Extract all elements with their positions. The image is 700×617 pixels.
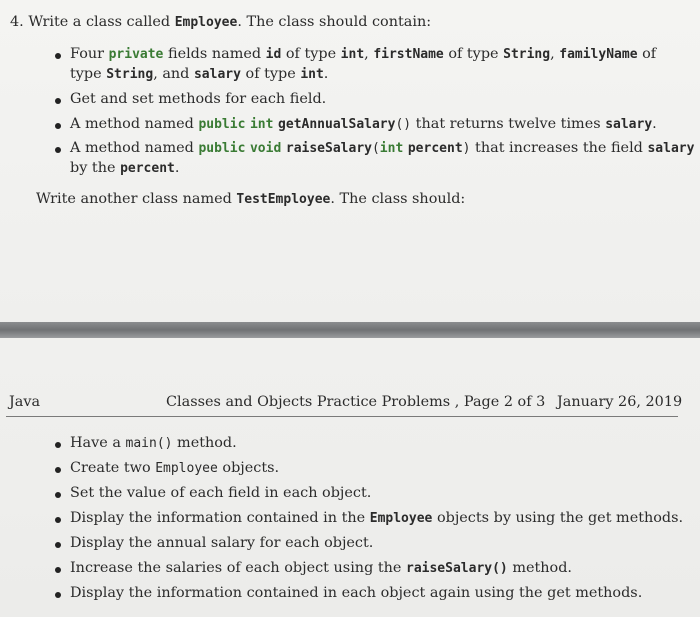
text: Write another class named (36, 191, 237, 207)
code-int: int (340, 47, 365, 62)
code-raisesalary: raiseSalary() (406, 561, 508, 576)
requirement-annual-salary (70, 114, 657, 135)
code-salary: salary (605, 117, 653, 132)
text: by the (70, 160, 121, 176)
text: of type (240, 66, 301, 82)
code-firstname: firstName (373, 47, 444, 62)
text: A method named (70, 140, 199, 156)
text: of (637, 46, 657, 62)
task-main-method (70, 433, 237, 454)
code-raisesalary: raiseSalary (285, 141, 372, 156)
text: objects by using the get methods. (432, 510, 684, 526)
keyword-public: public (198, 141, 246, 156)
class-name-testemployee: TestEmployee (236, 192, 331, 207)
code: ) (462, 141, 471, 156)
text: Increase the salaries of each object using the (70, 560, 406, 576)
code-int: int (300, 67, 324, 82)
bullet-icon (55, 53, 61, 59)
bullet-icon (55, 442, 61, 448)
keyword-public: public (198, 117, 246, 132)
text: objects. (217, 460, 280, 476)
text: method. (507, 560, 572, 576)
intro-text-end: . The class should contain: (237, 14, 432, 30)
bullet-icon (55, 542, 61, 548)
text: method. (172, 435, 237, 451)
code: ( (371, 141, 380, 156)
page-separator (0, 322, 700, 338)
text: of type (281, 46, 341, 62)
code-salary: salary (647, 141, 695, 156)
code-percent: percent (120, 161, 175, 176)
bullet-icon (55, 98, 61, 104)
bullet-icon (55, 592, 61, 598)
header-rule (6, 416, 678, 417)
code-string: String (503, 47, 551, 62)
bullet-icon (55, 567, 61, 573)
code: () (395, 117, 412, 132)
code-percent: percent (407, 141, 463, 156)
task-display-info (70, 508, 683, 529)
bullet-icon (55, 517, 61, 523)
text: , (364, 46, 374, 62)
code-string: String (106, 67, 154, 82)
text: type (70, 66, 107, 82)
header-right: January 26, 2019 (557, 394, 683, 410)
keyword-int: int (379, 141, 404, 156)
code-main: main() (125, 436, 173, 451)
task-increase-salaries (70, 558, 572, 579)
intro-text: Write a class called (28, 14, 175, 30)
problem-intro (10, 12, 431, 33)
problem-number: 4. (10, 14, 24, 30)
code-salary: salary (193, 67, 241, 82)
text: of type (443, 46, 504, 62)
bullet-icon (55, 492, 61, 498)
code-familyname: familyName (559, 47, 638, 62)
text: Create two (70, 460, 156, 476)
keyword-void: void (249, 141, 282, 156)
text: , and (153, 66, 194, 82)
requirement-fields-line2 (70, 64, 328, 85)
text: , (550, 46, 560, 62)
text: that increases the field (470, 140, 648, 156)
code-employee: Employee (155, 461, 218, 476)
task-display-again: Display the information contained in each object again using the get methods. (70, 585, 643, 601)
requirement-get-set: Get and set methods for each field. (70, 91, 327, 107)
text: A method named (70, 116, 199, 132)
text: . (652, 116, 657, 132)
bullet-icon (55, 123, 61, 129)
task-set-values: Set the value of each field in each object. (70, 485, 372, 501)
keyword-int: int (249, 117, 274, 132)
code-employee: Employee (369, 511, 433, 526)
text: Four (70, 46, 109, 62)
code-getannualsalary: getAnnualSalary (278, 117, 396, 132)
text: Have a (70, 435, 126, 451)
requirement-raise-salary-line1 (70, 138, 694, 159)
header-left: Java (9, 394, 41, 410)
requirement-fields-line1 (70, 44, 656, 65)
code-id: id (265, 47, 282, 62)
text: Display the information contained in the (70, 510, 370, 526)
text: . The class should: (330, 191, 466, 207)
text: . (323, 66, 329, 82)
text: fields named (163, 46, 266, 62)
bullet-icon (55, 147, 61, 153)
requirement-raise-salary-line2 (70, 158, 179, 179)
header-center: Classes and Objects Practice Problems , Page 2 of 3 (166, 394, 546, 410)
text: . (174, 160, 180, 176)
text: that returns twelve times (411, 116, 606, 132)
task-display-annual: Display the annual salary for each object. (70, 535, 374, 551)
test-class-intro (36, 189, 465, 210)
keyword-private: private (108, 47, 164, 62)
task-create-objects (70, 458, 279, 479)
class-name-employee: Employee (174, 15, 238, 30)
bullet-icon (55, 467, 61, 473)
